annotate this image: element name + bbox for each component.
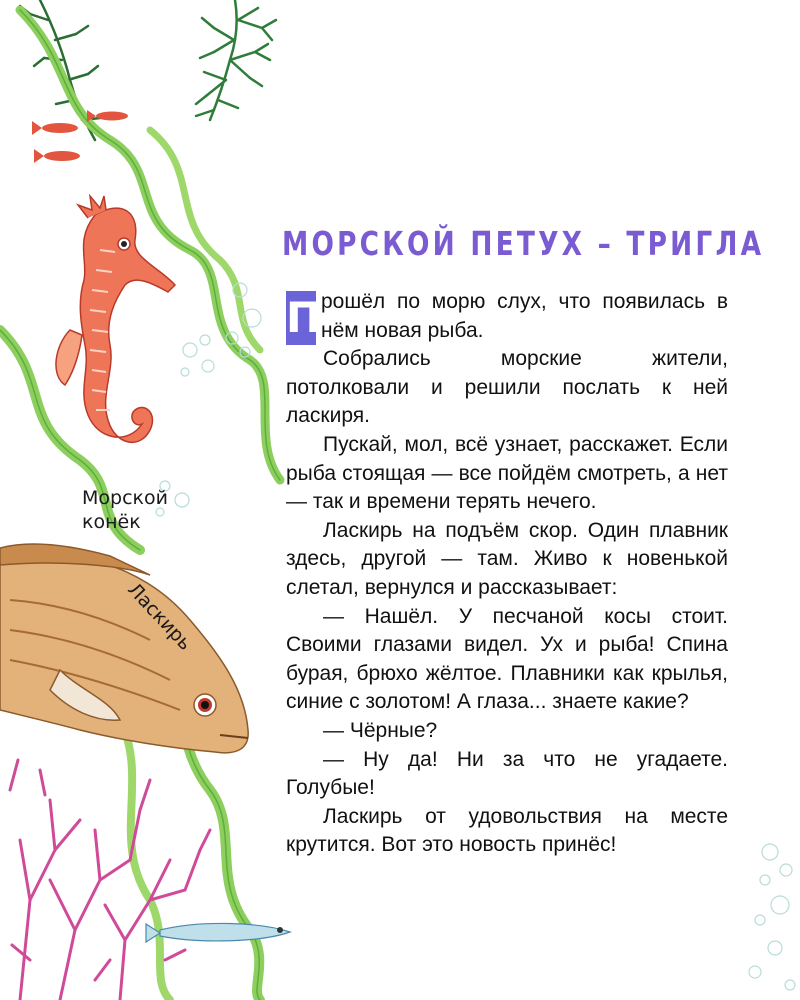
story-paragraph: — Ну да! Ни за что не угадаете. Голубые! xyxy=(286,747,728,800)
story-paragraph: Собрались морские жители, потолковали и решили послать к ней ласкиря. xyxy=(286,347,728,428)
drop-cap: П xyxy=(286,291,316,345)
paragraph-text: рошёл по морю слух, что появилась в нём новая рыба. xyxy=(321,290,728,342)
pink-coral xyxy=(10,760,210,1000)
small-silver-fish xyxy=(146,923,290,942)
story-text xyxy=(286,288,728,860)
story-paragraph: Ласкирь на подъём скор. Один плавник здесь, другой — там. Живо к новенькой слетал, вернулся и рассказывает: xyxy=(286,518,728,599)
story-paragraph: Пускай, мол, всё узнает, расскажет. Если рыба стоящая — все пойдём смотреть, а нет — так и времени терять нечего. xyxy=(286,432,728,514)
story-paragraph: — Нашёл. У песчаной косы стоит. Своими глазами видел. Ух и рыба! Спина бурая, брюхо жёлтое. Плавники как крылья, синие с золотом! А глаза... знаете какие? xyxy=(286,604,728,714)
story-paragraph: — Чёрные? xyxy=(323,718,438,742)
laskir-fish xyxy=(0,544,248,753)
seahorse-caption: Морской конёк xyxy=(82,487,168,533)
story-title: МОРСКОЙ ПЕТУХ – ТРИГЛА xyxy=(282,224,765,263)
story-paragraph xyxy=(286,288,728,345)
story-paragraph: Ласкирь от удовольствия на месте крутится. Вот это новость принёс! xyxy=(286,804,728,857)
fish-caption: Ласкирь xyxy=(123,578,197,655)
seahorse xyxy=(56,196,175,442)
dark-seaweed-top xyxy=(196,0,276,120)
